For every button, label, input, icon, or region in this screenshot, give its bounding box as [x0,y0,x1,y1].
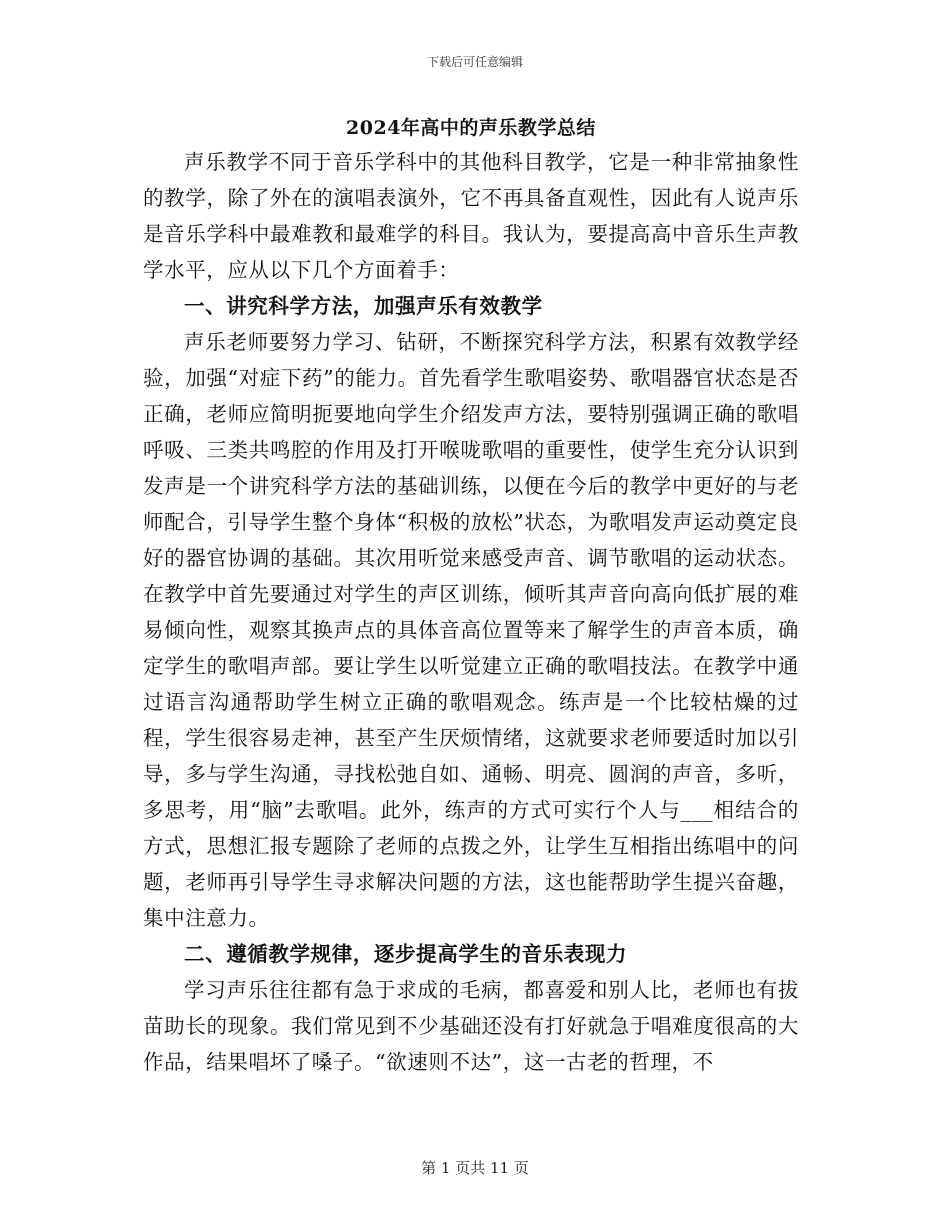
document-content [143,112,799,1080]
intro-paragraph: 声乐教学不同于音乐学科中的其他科目教学，它是一种非常抽象性的教学，除了外在的演唱表演外，它不再具备直观性，因此有人说声乐是音乐学科中最难教和最难学的科目。我认为，要提高高中音乐生声教学水平，应从以下几个方面着手： [143,150,799,282]
section-1-heading: 一、讲究科学方法，加强声乐有效教学 [184,294,543,318]
document-title: 2024年高中的声乐教学总结 [346,117,596,139]
section-2-paragraph: 学习声乐往往都有急于求成的毛病，都喜爱和别人比，老师也有拔苗助长的现象。我们常见到不少基础还没有打好就急于唱难度很高的大作品，结果唱坏了嗓子。“欲速则不达”，这一古老的哲理，不 [143,978,799,1074]
section-1-paragraph: 声乐老师要努力学习、钻研，不断探究科学方法，积累有效教学经验，加强“对症下药”的能力。首先看学生歌唱姿势、歌唱器官状态是否正确，老师应简明扼要地向学生介绍发声方法，要特别强调正确的歌唱呼吸、三类共鸣腔的作用及打开喉咙歌唱的重要性，使学生充分认识到发声是一个讲究科学方法的基础训练，以便在今后的教学中更好的与老师配合，引导学生整个身体“积极的放松”状态，为歌唱发声运动奠定良好的器官协调的基础。其次用听觉来感受声音、调节歌唱的运动状态。在教学中首先要通过对学生的声区训练，倾听其声音向高向低扩展的难易倾向性，观察其换声点的具体音高位置等来了解学生的声音本质，确定学生的歌唱声部。要让学生以听觉建立正确的歌唱技法。在教学中通过语言沟通帮助学生树立正确的歌唱观念。练声是一个比较枯燥的过程，学生很容易走神，甚至产生厌烦情绪，这就要求老师要适时加以引导，多与学生沟通，寻找松弛自如、通畅、明亮、圆润的声音，多听，多思考，用“脑”去歌唱。此外，练声的方式可实行个人与___相结合的方式，思想汇报专题除了老师的点拨之外，让学生互相指出练唱中的问题，老师再引导学生寻求解决问题的方法，这也能帮助学生提兴奋趣，集中注意力。 [143,330,799,930]
page-footer: 第 1 页共 11 页 [421,1159,529,1177]
header-note: 下载后可任意编辑 [426,55,523,69]
section-2-heading: 二、遵循教学规律，逐步提高学生的音乐表现力 [184,942,628,966]
